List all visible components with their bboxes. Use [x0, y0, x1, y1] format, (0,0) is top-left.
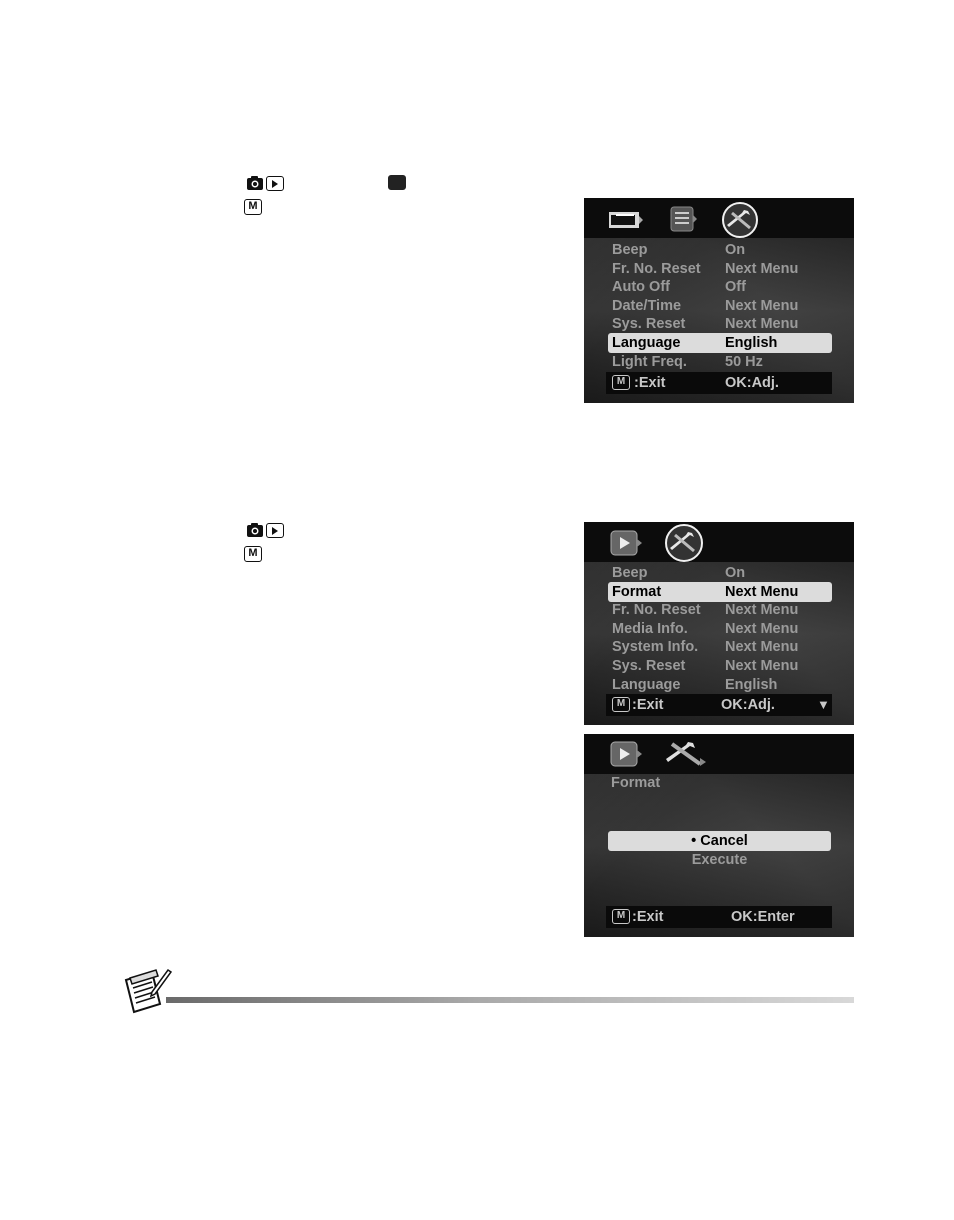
- screen-footer: [606, 694, 832, 716]
- format-option[interactable]: • Cancel: [608, 831, 831, 851]
- menu-row-label: Light Freq.: [612, 353, 687, 370]
- camera-mode-icon: [246, 175, 264, 191]
- menu-row-label: Language: [612, 676, 681, 693]
- menu-row-value: 50 Hz: [725, 353, 763, 370]
- tab-bar: [584, 734, 854, 774]
- action-hint: OK:Adj.: [721, 697, 775, 713]
- menu-row-label: System Info.: [612, 639, 699, 656]
- menu-row[interactable]: [608, 240, 832, 260]
- setup-wrench-tab-icon[interactable]: [720, 201, 760, 244]
- menu-row-label: Auto Off: [612, 279, 670, 296]
- menu-key-icon: M: [612, 375, 630, 390]
- menu-key-icon: M: [244, 546, 262, 562]
- menu-row[interactable]: [608, 259, 832, 279]
- menu-row[interactable]: [608, 296, 832, 316]
- exit-hint: :Exit: [632, 697, 664, 713]
- menu-row-label: Beep: [612, 565, 648, 581]
- setup-wrench-tab-icon[interactable]: [663, 523, 705, 568]
- exit-hint: :Exit: [632, 909, 664, 925]
- playback-tab-icon[interactable]: [608, 529, 644, 562]
- dark-key-icon: [388, 175, 406, 190]
- menu-row-label: Fr. No. Reset: [612, 260, 701, 277]
- menu-row[interactable]: [608, 582, 832, 602]
- menu-row-label: Media Info.: [612, 620, 688, 637]
- menu-row-value: Next Menu: [725, 316, 799, 333]
- menu-row-label: Date/Time: [612, 297, 682, 314]
- dialog-title: Format: [611, 775, 661, 791]
- menu-row-value: On: [725, 242, 746, 258]
- note-divider: [166, 997, 854, 1003]
- menu-row[interactable]: [608, 563, 832, 583]
- menu-row[interactable]: [608, 352, 832, 372]
- menu-row-label: Beep: [612, 242, 648, 258]
- camera-mode-icon: [246, 522, 264, 538]
- menu-row-value: On: [725, 565, 746, 581]
- menu-row-value: Next Menu: [725, 583, 799, 600]
- action-hint: OK:Enter: [731, 909, 795, 925]
- setup-menu-screen: [584, 198, 854, 403]
- menu-row-label: Language: [612, 335, 681, 351]
- note-pad-icon: [122, 966, 172, 1019]
- menu-row-label: Sys. Reset: [612, 316, 686, 333]
- exit-hint: :Exit: [634, 375, 666, 391]
- menu-row-value: Next Menu: [725, 639, 799, 656]
- menu-row-value: English: [725, 676, 778, 693]
- format-confirm-screen: [584, 734, 854, 937]
- camera-settings-tab-icon[interactable]: [608, 208, 644, 237]
- playback-tab-icon[interactable]: [608, 740, 644, 773]
- menu-key-icon: M: [612, 697, 630, 712]
- menu-list-tab-icon[interactable]: [668, 206, 698, 237]
- playback-setup-menu-screen: [584, 522, 854, 725]
- menu-row[interactable]: [608, 277, 832, 297]
- setup-wrench-tab-icon[interactable]: [664, 738, 708, 775]
- format-option[interactable]: Execute: [691, 852, 748, 868]
- playback-mode-icon: [266, 176, 284, 191]
- menu-row[interactable]: [608, 314, 832, 334]
- menu-row-value: Next Menu: [725, 260, 799, 277]
- menu-row-value: Off: [725, 279, 746, 296]
- screen-footer: [606, 372, 832, 394]
- menu-key-icon: M: [244, 199, 262, 215]
- screen-footer: [606, 906, 832, 928]
- menu-row-label: Sys. Reset: [612, 658, 686, 674]
- menu-row[interactable]: [608, 675, 832, 695]
- menu-row-value: Next Menu: [725, 297, 799, 314]
- menu-row-value: Next Menu: [725, 620, 799, 637]
- menu-key-icon: M: [612, 909, 630, 924]
- menu-row-value: Next Menu: [725, 602, 799, 619]
- menu-row-label: Format: [612, 583, 662, 600]
- tab-bar: [584, 522, 854, 562]
- playback-mode-icon: [266, 523, 284, 538]
- menu-row[interactable]: [608, 637, 832, 657]
- menu-row[interactable]: [608, 600, 832, 620]
- menu-row-label: Fr. No. Reset: [612, 602, 701, 619]
- menu-row[interactable]: [608, 333, 832, 353]
- menu-row[interactable]: [608, 656, 832, 676]
- scroll-down-icon[interactable]: ▼: [817, 697, 830, 712]
- action-hint: OK:Adj.: [725, 375, 779, 391]
- menu-row-value: English: [725, 335, 778, 351]
- tab-bar: [584, 198, 854, 238]
- menu-row[interactable]: [608, 619, 832, 639]
- menu-row-value: Next Menu: [725, 658, 799, 674]
